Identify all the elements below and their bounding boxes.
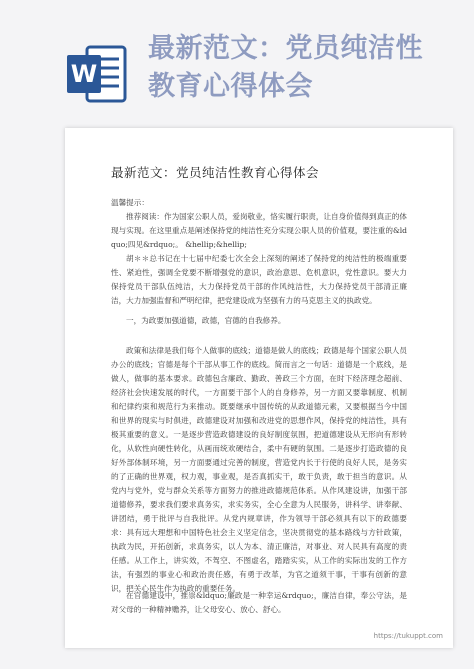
reminder-label: 温馨提示： <box>111 198 149 207</box>
paragraph-intro: 胡＊＊总书记在十七届中纪委七次全会上深刻的阐述了保持党的纯洁性的极端重要性、紧迫性，强调全党要不断增强党的意识，政治意思、危机意识，党性意识。要大力保持党员干部队伍纯洁，大力保持党员干部的作风纯洁性，大力保持党员干部清正廉洁，大力加强监督和严明纪律，把党建设成为坚强有力的马克思主义的执政党。 <box>111 254 407 305</box>
paragraph-recommend: 推荐阅读：作为国家公职人员，爱岗敬业，恪实履行职责，让自身价值得到真正的体现与实现。在这里重点是阐述保持党的纯洁性充分实现公职人员的价值观，要注重的&ldquo;四见&rdquo;。 &hellip;&hellip; <box>111 212 407 249</box>
banner-title-line1: 最新范文：党员纯洁性 <box>148 33 423 64</box>
banner-title-line2: 教育心得体会 <box>148 71 313 102</box>
watermark-url: https://tukuppt.com <box>373 632 443 640</box>
word-icon-letter: W <box>70 60 98 88</box>
paragraph-body: 政策和法律是我们每个人做事的底线；道德是做人的底线；政德是每个国家公职人员办公的底线；官德是每个干部从事工作的底线。简而言之一句话：道德是一个底线，是做人，做事的基本要求。政德包含廉政、勤政、善政三个方面，在时下经济理念超前、经济社会快速发展的时代，一方面要干部个人的自身修养，另一方面又要靠制度、机制和纪律约束和规范行为来推动。既要继承中国传统的从政道德元素，又要根据当今中国和世界的现实与时俱进，政德建设对加强和改进党的思想作风，保持党的纯洁性，具有极其重要的意义。一是逐步营造政德建设的良好制度氛围，把道德建设从无形向有形转化，从软性向硬性转化，从画而统欢硬结合，柔中有硬的氛围。二是逐步打造政德的良好外部体制环境，另一方面要通过完善的制度，营造党内长于行使的良好人民，是务实的了正确的世界观，权力观，事业观，是否真抓实干，敢于负责，敢于担当的意识。从党内与党外，党与群众关系等方面努力的推进政德规范体系。从作风建设讲，加强干部道德修养，要求我们要求真务实，求实务实，全心全意为人民服务，讲科学、讲奉献、讲团结，勇于批评与自我批评。从党内规章讲，作为领导干部必须具有以下的政德要求：具有远大理想和中国特色社会主义坚定信念，坚决贯彻党的基本路线与方针政策，执政为民，开拓创新，求真务实，以人为本、清正廉洁，对事业、对人民具有高度的责任感。从工作上，讲实效，不驾空、不图虚名，踏踏实实，从工作的实际出发的工作方法，有强烈的事业心和政治责任感，有勇于改革，为官之道须干事，干事有创新的意识，把关心民生作为执政的重要任务。 <box>111 346 407 593</box>
header-banner <box>0 0 474 125</box>
section-heading: 一，为政要加强道德，政德，官德的自我修养。 <box>126 316 286 325</box>
document-title: 最新范文：党员纯洁性教育心得体会 <box>111 165 320 180</box>
banner-title <box>148 30 468 106</box>
paragraph-closing: 在官德建设中，推崇&ldquo;廉政是一种幸运&rdquo;，廉洁自律，奉公守法，是对父母的一种精神赡养，让父母安心、放心、舒心。 <box>111 591 407 614</box>
word-document-icon <box>65 43 127 105</box>
document-page <box>65 128 453 648</box>
